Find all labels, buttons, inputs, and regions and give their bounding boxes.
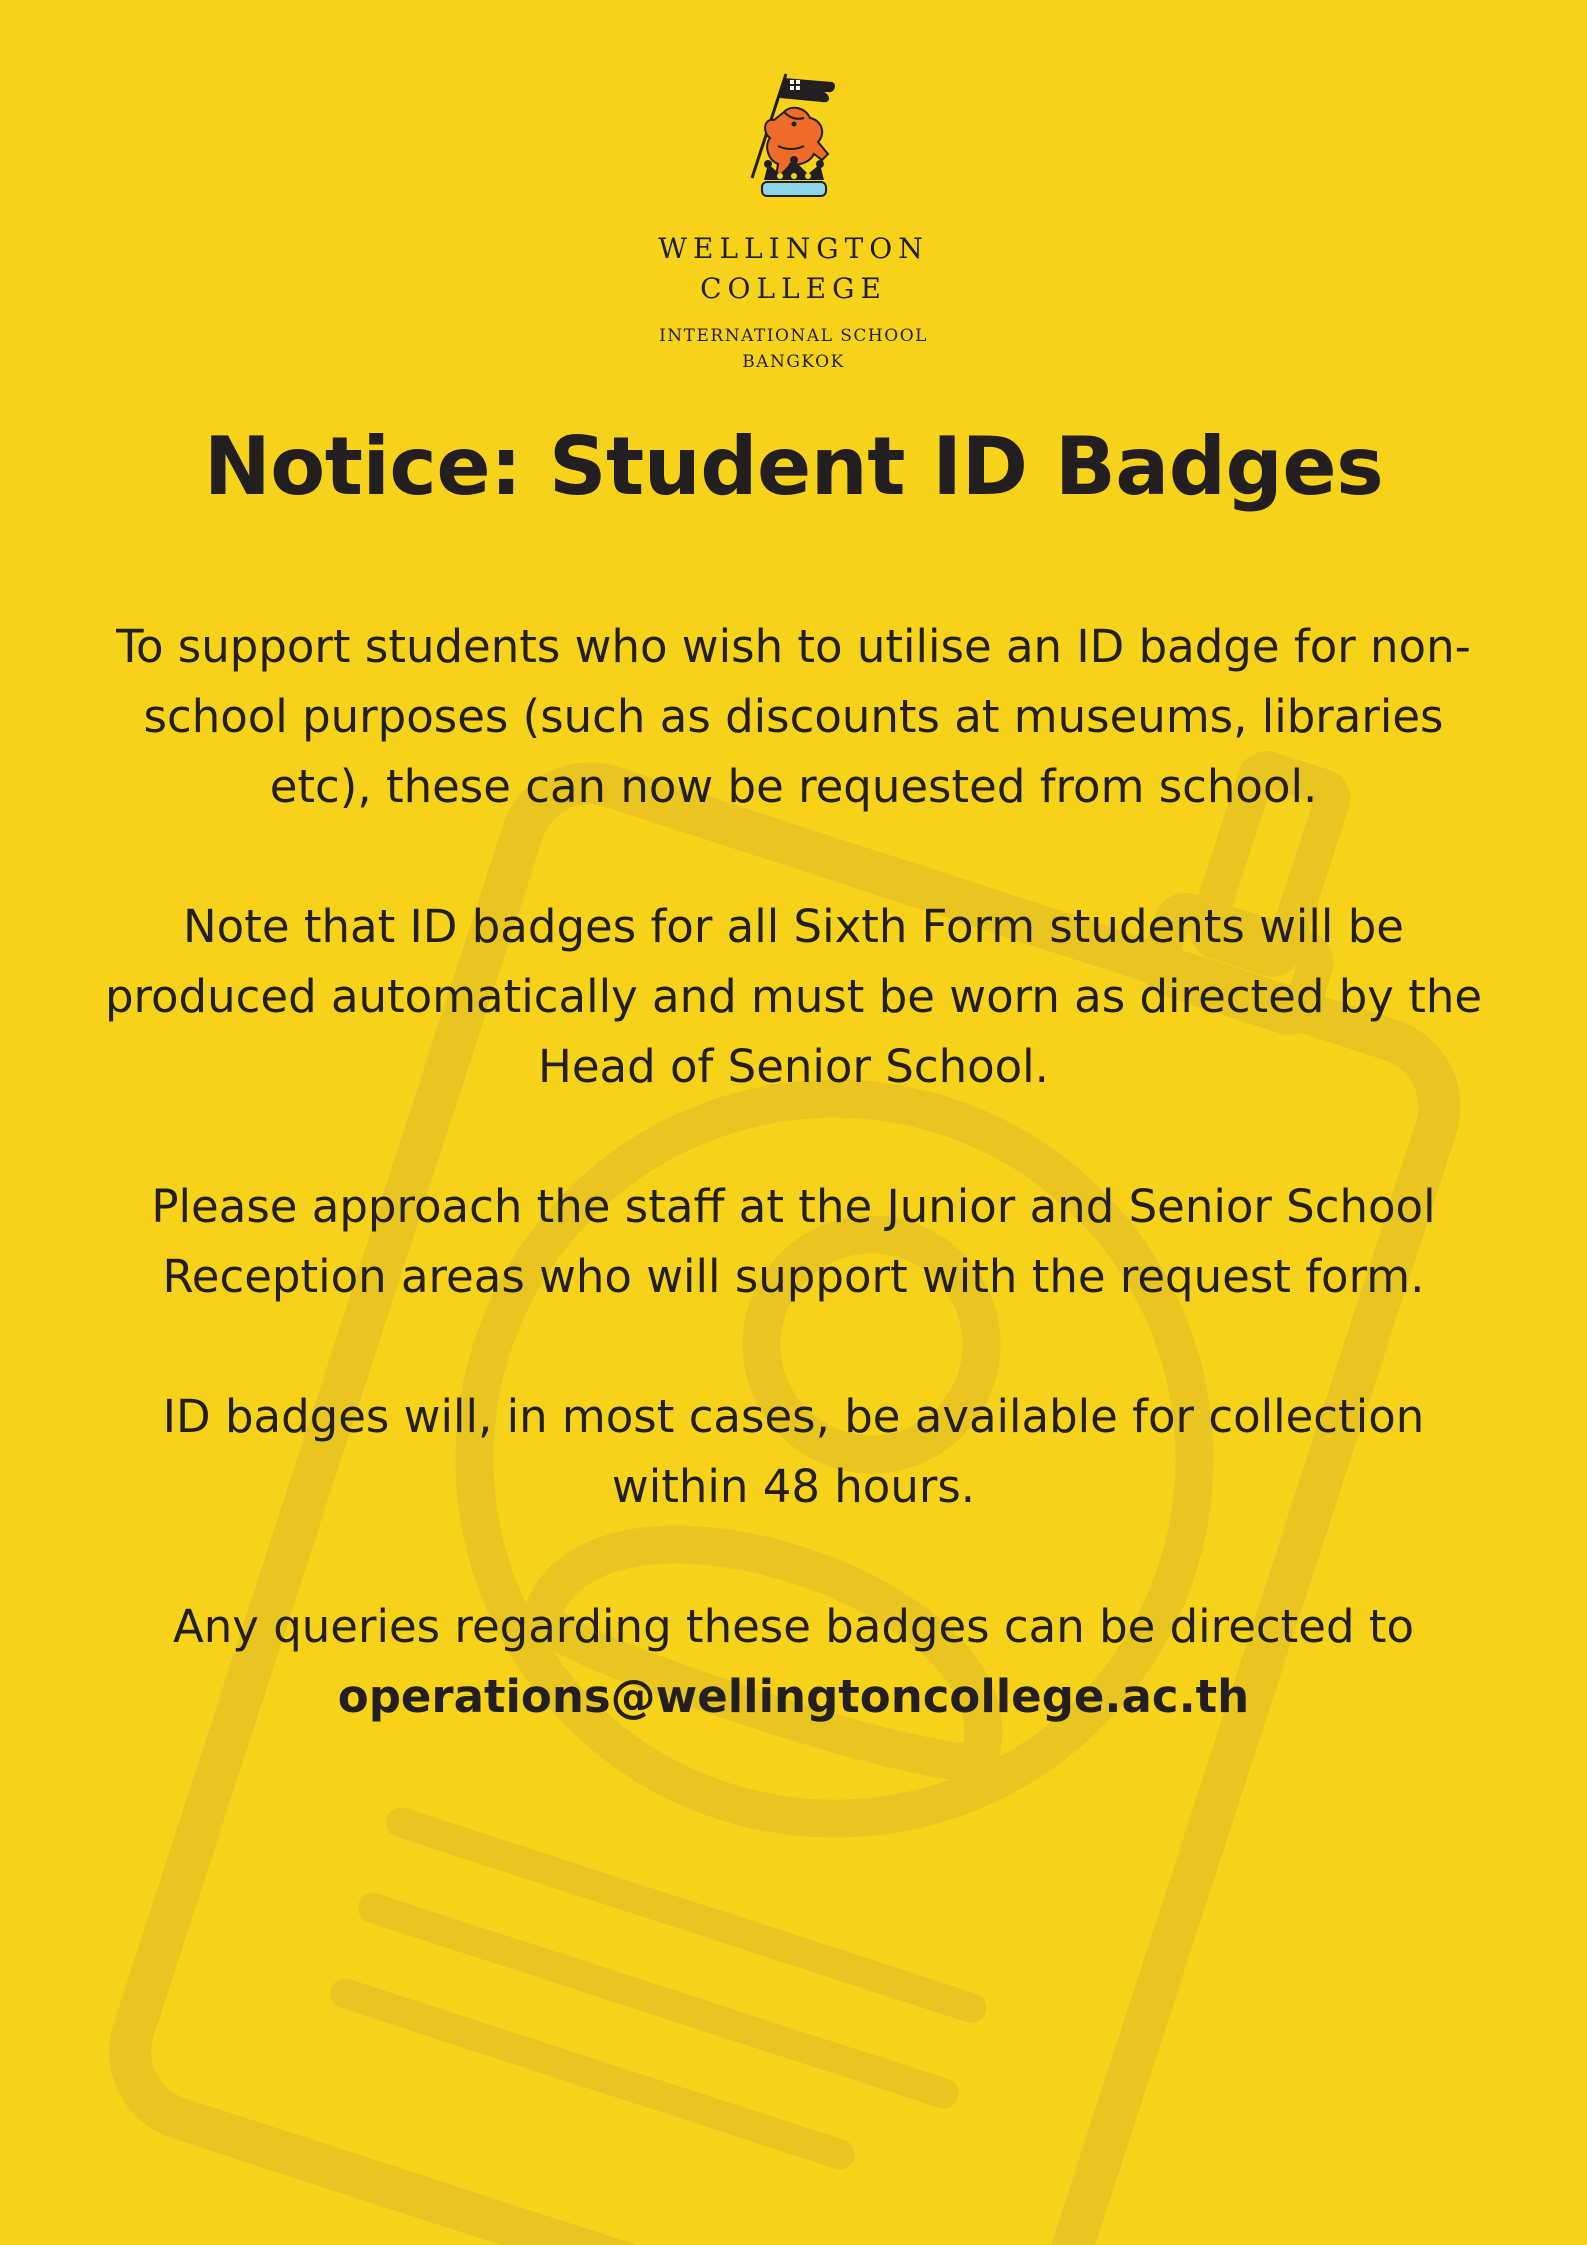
paragraph-sixth-form: Note that ID badges for all Sixth Form students will be produced automatically and must be worn as directed by the Head of Senior School.: [104, 900, 1483, 1093]
queries-text: Any queries regarding these badges can be directed to: [172, 1600, 1414, 1653]
paragraph-collection: ID badges will, in most cases, be available for collection within 48 hours.: [162, 1390, 1425, 1513]
paragraph-queries: [100, 1592, 1487, 1732]
notice-body: [100, 612, 1487, 1802]
paragraph-purpose: To support students who wish to utilise an ID badge for non-school purposes (such as discounts at museums, libraries etc), these can now be requested from school.: [116, 620, 1471, 813]
page-title: Notice: Student ID Badges: [203, 420, 1384, 513]
school-name-line2: COLLEGE: [700, 272, 887, 305]
school-subtitle-line2: BANGKOK: [742, 352, 845, 372]
paragraph-reception: Please approach the staff at the Junior and Senior School Reception areas who will support with the request form.: [151, 1180, 1436, 1303]
contact-email[interactable]: operations@wellingtoncollege.ac.th: [337, 1670, 1250, 1723]
school-name-line1: WELLINGTON: [658, 232, 929, 265]
wellington-crest-icon: [734, 68, 854, 210]
school-subtitle-line1: INTERNATIONAL SCHOOL: [659, 326, 928, 346]
